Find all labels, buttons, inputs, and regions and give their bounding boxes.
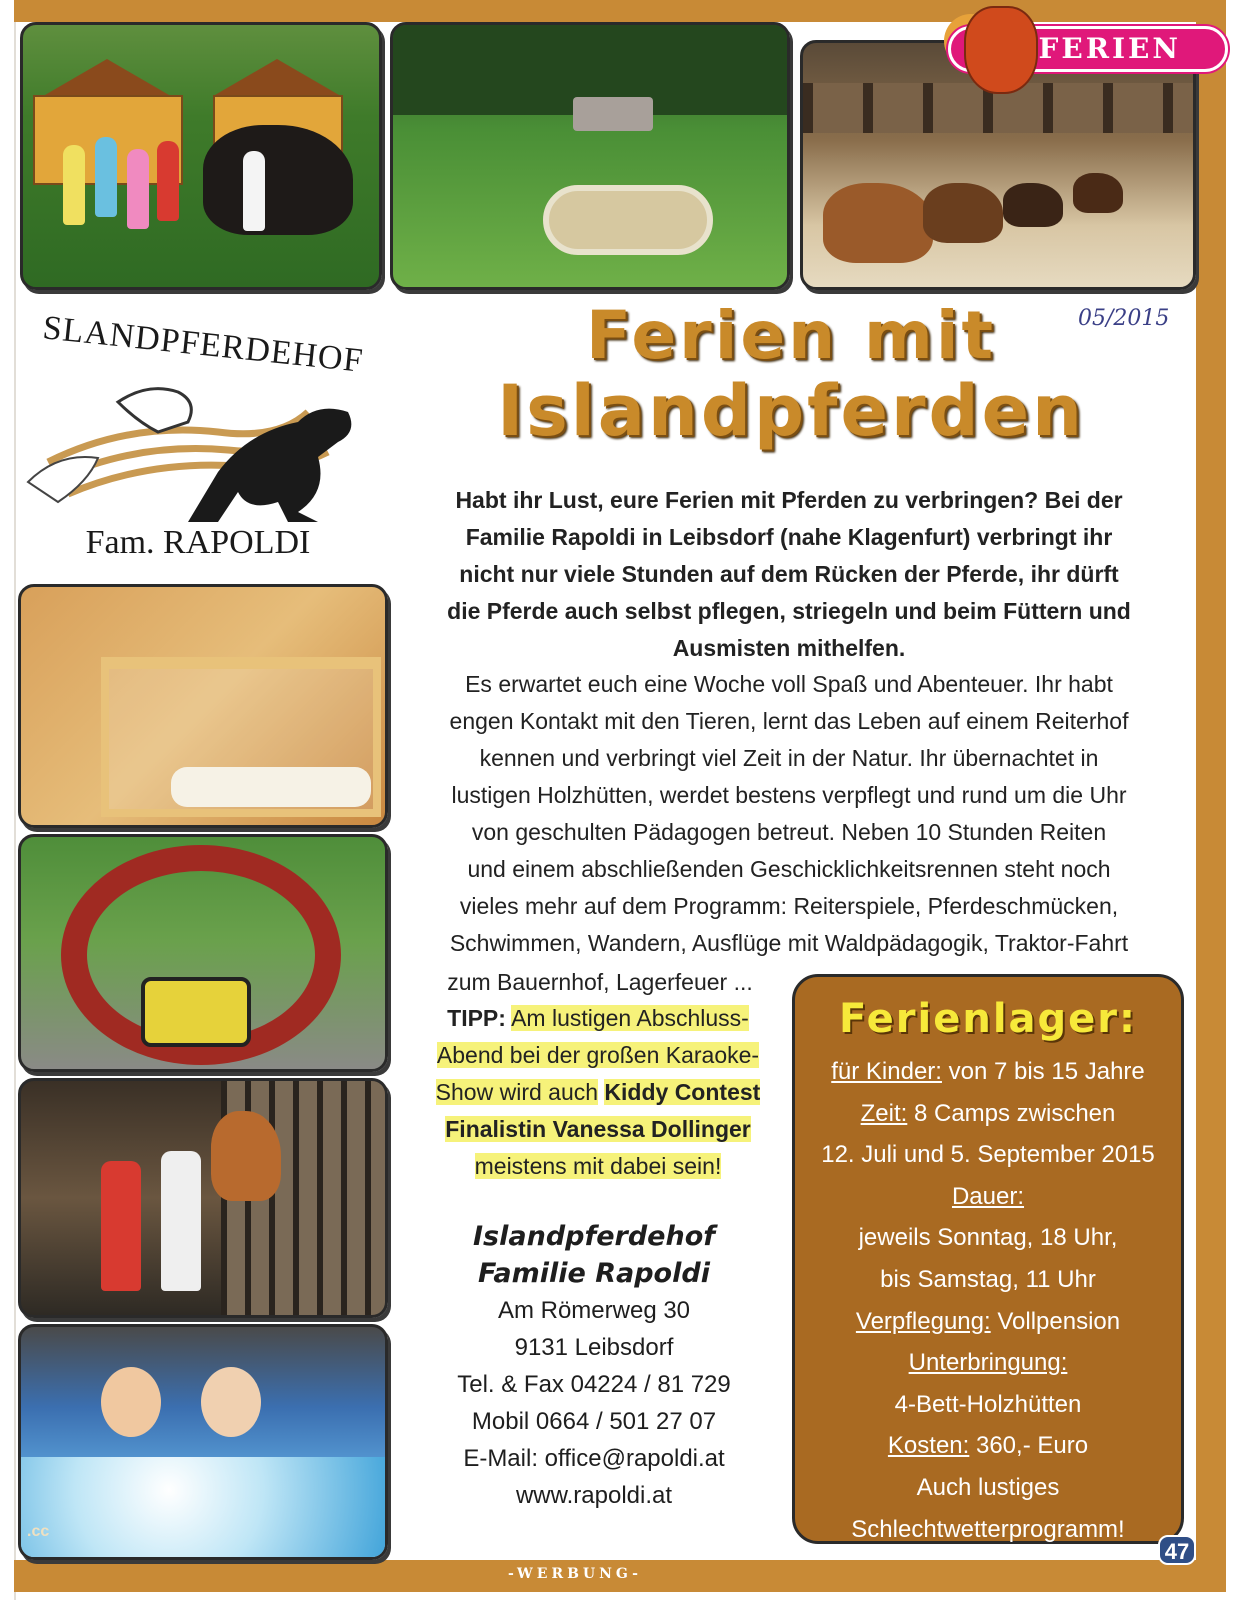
tipp-line bbox=[408, 1148, 788, 1185]
lager-row-zeit bbox=[795, 1093, 1181, 1135]
ferienlager-title: Ferienlager: bbox=[838, 996, 1138, 1042]
child-figure bbox=[101, 1161, 141, 1291]
tipp-highlight: Finalistin Vanessa Dollinger bbox=[445, 1116, 751, 1142]
lager-label: Zeit: bbox=[860, 1099, 908, 1127]
tipp-highlight: Kiddy Contest bbox=[604, 1079, 761, 1105]
contact-mobil: Mobil 0664 / 501 27 07 bbox=[471, 1408, 717, 1435]
horse-brown bbox=[823, 183, 933, 263]
contact-city: 9131 Leibsdorf bbox=[514, 1334, 674, 1361]
body-paragraph bbox=[404, 666, 1174, 962]
article-title bbox=[406, 297, 1176, 452]
lager-value: 12. Juli und 5. September 2015 bbox=[821, 1141, 1155, 1169]
lager-label: Dauer: bbox=[951, 1182, 1025, 1210]
frame-top bbox=[14, 0, 1226, 22]
cabin-right-roof bbox=[215, 59, 339, 95]
horse-dark bbox=[1003, 183, 1063, 227]
tipp-line bbox=[408, 1000, 788, 1037]
lager-label: Unterbringung: bbox=[908, 1349, 1068, 1377]
photo-bunk-bed-room bbox=[18, 584, 388, 828]
bed-linen bbox=[171, 767, 371, 807]
kid-face bbox=[101, 1367, 161, 1437]
ferienlager-info-box bbox=[792, 974, 1184, 1544]
intro-line: nicht nur viele Stunden auf dem Rücken der Pferde, ihr dürft bbox=[459, 561, 1119, 587]
tipp-line bbox=[408, 1074, 788, 1111]
body-line: kennen und verbringt viel Zeit in der Natur. Ihr übernachtet in bbox=[479, 745, 1099, 771]
photo-stable-feeding bbox=[18, 1078, 388, 1318]
lager-value: 360,- Euro bbox=[975, 1432, 1089, 1460]
black-horse bbox=[203, 125, 353, 235]
contact-street: Am Römerweg 30 bbox=[497, 1297, 691, 1324]
handwritten-date: 05/2015 bbox=[1078, 306, 1170, 331]
body-line: lustigen Holzhütten, werdet bestens verpflegt und rund um die Uhr bbox=[451, 782, 1127, 808]
child-figure bbox=[157, 141, 179, 221]
mascot-icon bbox=[964, 6, 1038, 94]
go-kart bbox=[141, 977, 251, 1047]
intro-line: Ausmisten mithelfen. bbox=[672, 635, 906, 661]
child-figure bbox=[243, 151, 265, 231]
lager-row-kinder bbox=[795, 1051, 1181, 1093]
lager-row-kosten bbox=[795, 1425, 1181, 1467]
frame-right bbox=[1196, 0, 1226, 1580]
body-line: engen Kontakt mit den Tieren, lernt das Leben auf einem Reiterhof bbox=[449, 708, 1129, 734]
ferien-section-tag: FERIEN bbox=[948, 26, 1228, 72]
horse-brown bbox=[923, 183, 1003, 243]
photo-kids-with-horse bbox=[20, 22, 382, 290]
lager-label: Verpflegung: bbox=[855, 1307, 991, 1335]
lager-row-verpflegung bbox=[795, 1301, 1181, 1343]
lager-value: 8 Camps zwischen bbox=[913, 1099, 1116, 1127]
child-figure bbox=[161, 1151, 201, 1291]
body-line: Es erwartet euch eine Woche voll Spaß und Abenteuer. Ihr habt bbox=[465, 671, 1113, 697]
farm-buildings bbox=[573, 97, 653, 131]
tipp-line bbox=[408, 1111, 788, 1148]
contact-web: www.rapoldi.at bbox=[515, 1482, 673, 1509]
tipp-text: Show wird auch bbox=[435, 1079, 599, 1105]
child-figure bbox=[127, 149, 149, 229]
child-figure bbox=[95, 137, 117, 217]
page-number: 47 bbox=[1158, 1535, 1196, 1565]
contact-tel: Tel. & Fax 04224 / 81 729 bbox=[457, 1371, 731, 1398]
intro-line: Familie Rapoldi in Leibsdorf (nahe Klagenfurt) verbringt ihr bbox=[465, 524, 1113, 550]
body-line: Schwimmen, Wandern, Ausflüge mit Waldpädagogik, Traktor-Fahrt bbox=[449, 930, 1129, 956]
lager-value: 4-Bett-Holzhütten bbox=[894, 1390, 1082, 1418]
cabin-left-roof bbox=[45, 59, 169, 95]
intro-paragraph bbox=[404, 482, 1174, 667]
lager-value: Schlechtwetterprogramm! bbox=[851, 1515, 1125, 1543]
lager-value: Vollpension bbox=[997, 1307, 1121, 1335]
photo-go-kart bbox=[18, 834, 388, 1072]
child-figure bbox=[63, 145, 85, 225]
body-last-line: zum Bauernhof, Lagerfeuer ... bbox=[447, 969, 753, 995]
splash-water bbox=[21, 1457, 388, 1560]
horse-dark bbox=[1073, 173, 1123, 213]
contact-name: Familie Rapoldi bbox=[478, 1258, 710, 1289]
title-line-2: Islandpferden bbox=[497, 369, 1085, 452]
lager-label: für Kinder: bbox=[831, 1058, 942, 1085]
intro-line: Habt ihr Lust, eure Ferien mit Pferden zu verbringen? Bei der bbox=[455, 487, 1123, 513]
body-line: von geschulten Pädagogen betreut. Neben 10 Stunden Reiten bbox=[471, 819, 1107, 845]
werbung-footer: -WERBUNG- bbox=[508, 1566, 642, 1582]
intro-line: die Pferde auch selbst pflegen, striegeln und beim Füttern und bbox=[447, 598, 1131, 624]
lager-value: jeweils Sonntag, 18 Uhr, bbox=[858, 1224, 1118, 1252]
riding-arena bbox=[543, 185, 713, 255]
islandpferdehof-logo bbox=[18, 300, 388, 570]
kid-face bbox=[201, 1367, 261, 1437]
title-line-1: Ferien mit bbox=[585, 297, 996, 374]
tipp-text: Am lustigen Abschluss- bbox=[511, 1005, 749, 1031]
tipp-box bbox=[408, 1000, 788, 1185]
photo-pool-kids bbox=[18, 1324, 388, 1560]
lager-value: bis Samstag, 11 Uhr bbox=[880, 1265, 1096, 1293]
page-left-edge bbox=[0, 0, 16, 1600]
tipp-label: TIPP: bbox=[447, 1005, 506, 1031]
tipp-line bbox=[408, 1037, 788, 1074]
contact-email: E-Mail: office@rapoldi.at bbox=[463, 1445, 725, 1472]
lager-value: von 7 bis 15 Jahre bbox=[948, 1058, 1145, 1085]
logo-arc-text: SLANDPFERDEHOF bbox=[41, 309, 366, 380]
photo-aerial-farm bbox=[390, 22, 790, 290]
horses-logo-icon bbox=[18, 362, 388, 532]
lager-label: Kosten: bbox=[887, 1432, 970, 1460]
body-line: und einem abschließenden Geschicklichkeitsrennen steht noch bbox=[467, 856, 1111, 882]
lager-value: Auch lustiges bbox=[916, 1473, 1060, 1501]
tipp-text: meistens mit dabei sein! bbox=[474, 1153, 722, 1179]
tipp-text: Abend bei der großen Karaoke- bbox=[436, 1042, 760, 1068]
logo-family-name: Fam. RAPOLDI bbox=[85, 524, 311, 561]
contact-block bbox=[404, 1218, 784, 1514]
body-line: vieles mehr auf dem Programm: Reiterspiele, Pferdeschmücken, bbox=[459, 893, 1119, 919]
horse-chestnut bbox=[211, 1111, 281, 1201]
contact-name: Islandpferdehof bbox=[473, 1221, 715, 1252]
photo-corner-text: .cc bbox=[27, 1523, 50, 1540]
